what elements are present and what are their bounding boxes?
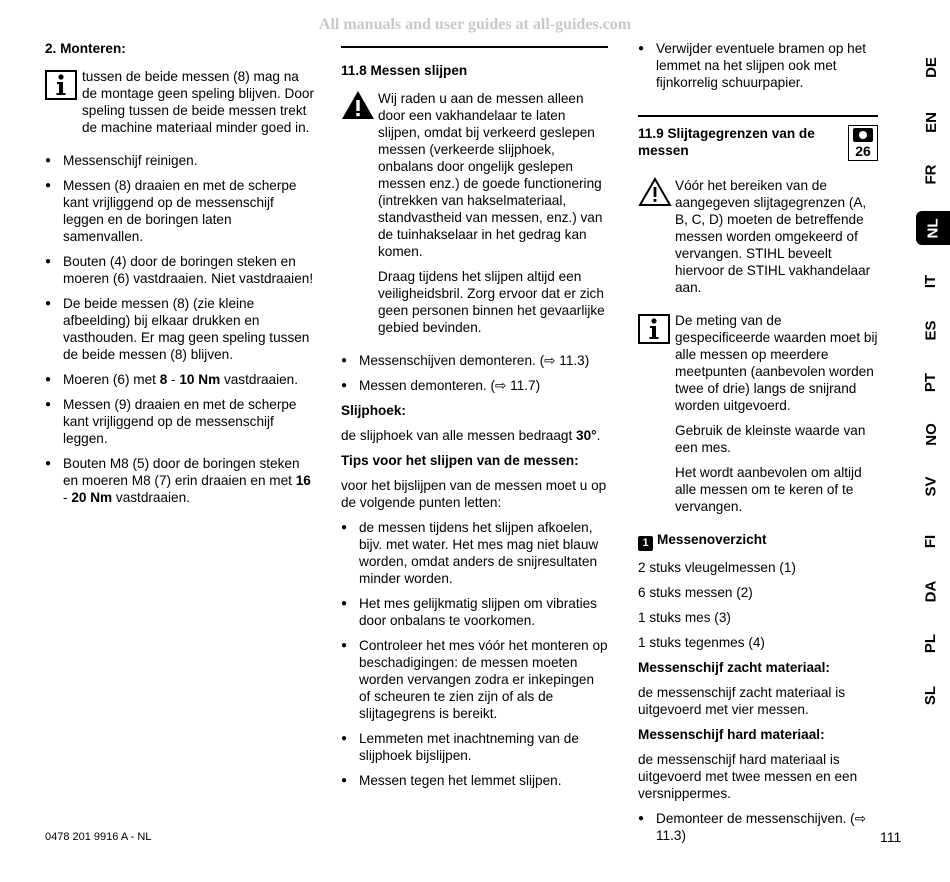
list-item: ● Het mes gelijkmatig slijpen om vibraties door onbalans te voorkomen. bbox=[341, 595, 608, 629]
list-item: ● Messen demonteren. (⇨ 11.7) bbox=[341, 377, 608, 394]
subheading-overview: 1 Messenoverzicht bbox=[638, 531, 878, 551]
tab-fr[interactable]: FR bbox=[922, 164, 940, 184]
warning-text: Wij raden u aan de messen alleen door een vakhandelaar te laten slijpen, omdat bij verkeerd geslepen messen (verkeerde slijphoek, onbalans door ongelijk geslepen messen enz.) de goede functionering (intrekken van hakselmateriaal, standvastheid van messen, enz.) van de tuinhakselaar in het gedrag kan komen. bbox=[378, 91, 603, 259]
tab-es[interactable]: ES bbox=[922, 319, 940, 341]
subheading-zacht: Messenschijf zacht materiaal: bbox=[638, 660, 830, 675]
list-item: 6 stuks messen (2) bbox=[638, 585, 753, 600]
warning-outline-icon bbox=[638, 177, 672, 207]
tab-it[interactable]: IT bbox=[922, 274, 940, 288]
column-middle bbox=[341, 46, 608, 797]
section-header bbox=[638, 117, 878, 161]
info-note bbox=[45, 68, 315, 144]
list-item: ● Verwijder eventuele bramen op het lemmet na het slijpen ook met fijnkorrelig schuurpapier. bbox=[638, 40, 878, 91]
info-text: Het wordt aanbevolen om altijd alle messen om te keren of te vervangen. bbox=[675, 465, 862, 514]
list-item: 1 stuks mes (3) bbox=[638, 610, 731, 625]
camera-figure-ref bbox=[848, 125, 878, 161]
list-item: ● Messenschijven demonteren. (⇨ 11.3) bbox=[341, 352, 608, 369]
column-right bbox=[638, 40, 878, 852]
paragraph: de slijphoek van alle messen bedraagt 30°. bbox=[341, 428, 601, 443]
figure-number: 26 bbox=[855, 143, 871, 159]
subheading-slijphoek: Slijphoek: bbox=[341, 403, 406, 418]
camera-icon bbox=[853, 128, 873, 142]
section-heading: 11.8 Messen slijpen bbox=[341, 63, 468, 78]
list-item: ● Controleer het mes vóór het monteren op beschadigingen: de messen moeten worden vervangen zodra er inkepingen of scheuren te zien zijn of als de slijtagegrens is bereikt. bbox=[341, 637, 608, 722]
tab-sl[interactable]: SL bbox=[922, 685, 940, 705]
info-text: Gebruik de kleinste waarde van een mes. bbox=[675, 423, 866, 455]
warning-text: Draag tijdens het slijpen altijd een veiligheidsbril. Zorg ervoor dat er zich geen personen binnen het gevaarlijke gebied bevinden. bbox=[378, 269, 605, 335]
list-item: ● Bouten M8 (5) door de boringen steken en moeren M8 (7) erin draaien en met 16 - 20 Nm vastdraaien. bbox=[45, 455, 315, 506]
list-item: ● De beide messen (8) (zie kleine afbeelding) bij elkaar drukken en vasthouden. Er mag geen speling tussen de beide messen (8) blijven. bbox=[45, 295, 315, 363]
subheading-hard: Messenschijf hard materiaal: bbox=[638, 727, 825, 742]
list-item: ● Lemmeten met inachtneming van de slijphoek bijslijpen. bbox=[341, 730, 608, 764]
list-item: ● de messen tijdens het slijpen afkoelen, bijv. met water. Het mes mag niet blauw worden, omdat anders de snijresultaten minder worden. bbox=[341, 519, 608, 587]
list-item: ● Messenschijf reinigen. bbox=[45, 152, 315, 169]
paragraph: de messenschijf hard materiaal is uitgevoerd met twee messen en een versnippermes. bbox=[638, 752, 858, 801]
list-item: ● Demonteer de messenschijven. (⇨ 11.3) bbox=[638, 810, 878, 844]
list-item: ● Messen tegen het lemmet slijpen. bbox=[341, 772, 608, 789]
paragraph: de messenschijf zacht materiaal is uitgevoerd met vier messen. bbox=[638, 685, 846, 717]
tab-nl[interactable]: NL bbox=[916, 211, 950, 245]
tab-pl[interactable]: PL bbox=[922, 633, 940, 653]
list-item: 2 stuks vleugelmessen (1) bbox=[638, 560, 796, 575]
column-left bbox=[45, 40, 315, 514]
paragraph: voor het bijslijpen van de messen moet u op de volgende punten letten: bbox=[341, 478, 607, 510]
list-item: ● Moeren (6) met 8 - 10 Nm vastdraaien. bbox=[45, 371, 315, 388]
list-item: ● Messen (9) draaien en met de scherpe kant vrijliggend op de messenschijf leggen. bbox=[45, 396, 315, 447]
list-item: 1 stuks tegenmes (4) bbox=[638, 635, 765, 650]
info-note bbox=[638, 312, 878, 523]
watermark: All manuals and user guides at all-guides.com bbox=[318, 16, 632, 33]
section-heading: 11.9 Slijtagegrenzen van de messen bbox=[638, 126, 815, 158]
tab-no[interactable]: NO bbox=[922, 422, 940, 446]
subheading-tips: Tips voor het slijpen van de messen: bbox=[341, 453, 579, 468]
list-item: ● Messen (8) draaien en met de scherpe kant vrijliggend op de messenschijf leggen en de boringen laten samenvallen. bbox=[45, 177, 315, 245]
info-icon bbox=[45, 70, 77, 100]
warning-note bbox=[638, 177, 878, 304]
tab-de[interactable]: DE bbox=[922, 56, 940, 78]
info-icon bbox=[638, 314, 670, 344]
document-code: 0478 201 9916 A - NL bbox=[45, 831, 152, 843]
tab-da[interactable]: DA bbox=[922, 580, 940, 602]
warning-icon bbox=[341, 90, 375, 120]
page-number: 111 bbox=[880, 829, 902, 845]
section-heading: 2. Monteren: bbox=[45, 41, 126, 56]
info-text: De meting van de gespecificeerde waarden moet bij alle messen op meerdere meetpunten (aanbevolen worden twee of drie) langs de snijrand worden uitgevoerd. bbox=[675, 313, 878, 413]
figure-callout: 1 bbox=[638, 536, 653, 551]
warning-text: Vóór het bereiken van de aangegeven slijtagegrenzen (A, B, C, D) moeten de betreffende messen worden omgekeerd of vervangen. STIHL beveelt hiervoor de STIHL vakhandelaar aan. bbox=[675, 178, 871, 295]
list-item: ● Bouten (4) door de boringen steken en moeren (6) vastdraaien. Niet vastdraaien! bbox=[45, 253, 315, 287]
tab-pt[interactable]: PT bbox=[922, 372, 940, 392]
note-text: tussen de beide messen (8) mag na de montage geen speling blijven. Door speling tussen de beide messen trekt de machine materiaal minder goed in. bbox=[82, 69, 315, 135]
tab-sv[interactable]: SV bbox=[922, 475, 940, 497]
warning-note bbox=[341, 90, 608, 344]
tab-fi[interactable]: FI bbox=[922, 534, 940, 548]
tab-en[interactable]: EN bbox=[922, 111, 940, 133]
